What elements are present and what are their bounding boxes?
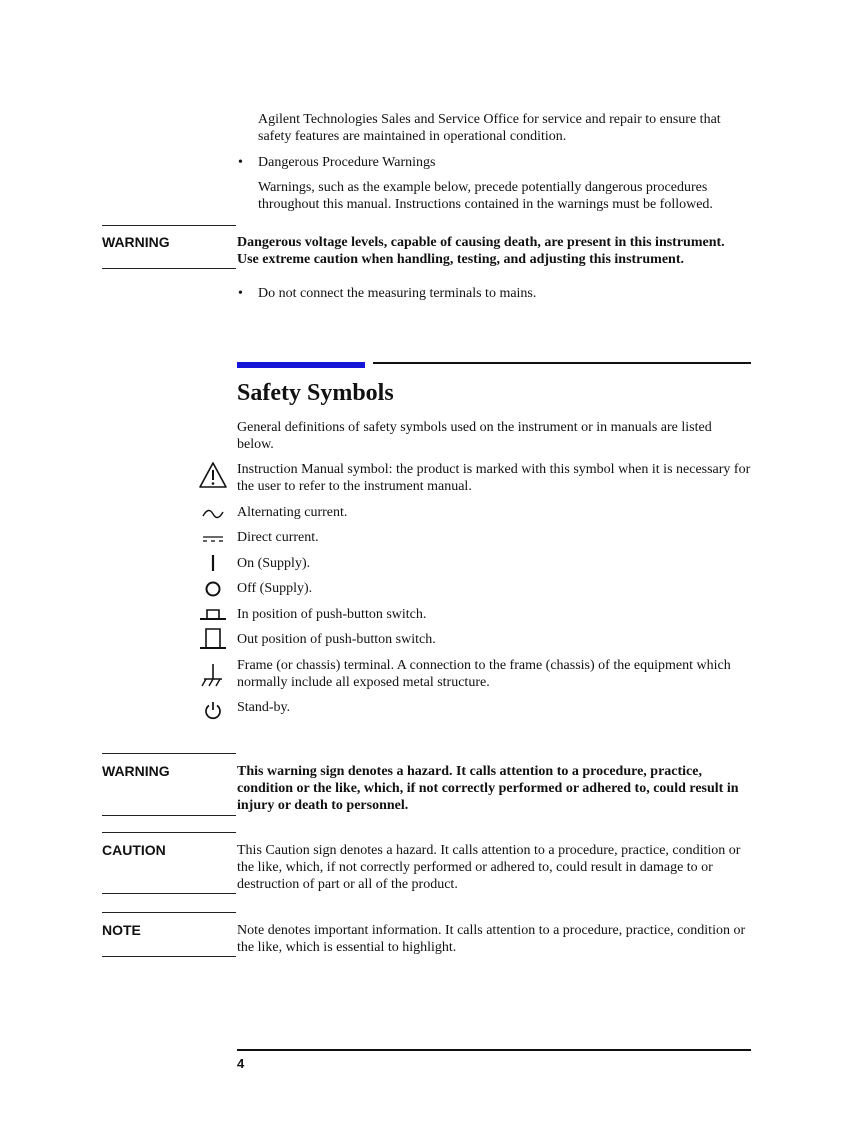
chassis-terminal-icon bbox=[196, 661, 230, 689]
section-rule bbox=[373, 362, 751, 364]
bullet-dot: • bbox=[238, 155, 243, 170]
symbol-text: Direct current. bbox=[237, 530, 319, 545]
warning2-bottom-rule bbox=[102, 815, 236, 816]
warning1-bottom-rule bbox=[102, 268, 236, 269]
warning2-text: This warning sign denotes a hazard. It calls attention to a procedure, practice, condition or the like, which, if not correctly performed or adhered to, could result in injury or death to personnel. bbox=[237, 764, 739, 813]
symbol-text: On (Supply). bbox=[237, 556, 311, 571]
standby-icon bbox=[196, 699, 230, 721]
page-number: 4 bbox=[237, 1056, 245, 1071]
note-text: Note denotes important information. It calls attention to a procedure, practice, condition or the like, which is essential to highlight. bbox=[237, 923, 746, 955]
bullet-dot: • bbox=[238, 286, 243, 301]
bullet1-body: Warnings, such as the example below, precede potentially dangerous procedures throughout this manual. Instructions contained in the warnings must be followed. bbox=[258, 180, 713, 212]
section-intro: General definitions of safety symbols used on the instrument or in manuals are listed below. bbox=[237, 420, 712, 452]
warning1-text: Dangerous voltage levels, capable of causing death, are present in this instrument. Use extreme caution when handling, testing, and adjusting this instrument. bbox=[237, 235, 725, 267]
symbol-text: Stand-by. bbox=[237, 700, 291, 715]
symbol-text: Out position of push-button switch. bbox=[237, 632, 436, 647]
power-off-icon bbox=[196, 579, 230, 599]
caution-top-rule bbox=[102, 832, 236, 833]
warning1-top-rule bbox=[102, 225, 236, 226]
bullet1-title: Dangerous Procedure Warnings bbox=[258, 155, 436, 170]
note-top-rule bbox=[102, 912, 236, 913]
symbol-text: Instruction Manual symbol: the product is marked with this symbol when it is necessary for the user to refer to the instrument manual. bbox=[237, 462, 751, 494]
symbol-text: Alternating current. bbox=[237, 505, 348, 520]
bullet2-text: Do not connect the measuring terminals to mains. bbox=[258, 286, 537, 301]
section-title: Safety Symbols bbox=[237, 380, 394, 406]
note-label: NOTE bbox=[102, 922, 141, 938]
section-accent-bar bbox=[237, 362, 365, 368]
note-bottom-rule bbox=[102, 956, 236, 957]
warning1-label: WARNING bbox=[102, 234, 170, 250]
direct-current-icon bbox=[196, 530, 230, 548]
symbol-text: Off (Supply). bbox=[237, 581, 313, 596]
warning2-label: WARNING bbox=[102, 763, 170, 779]
power-on-icon bbox=[196, 553, 230, 573]
warning2-top-rule bbox=[102, 753, 236, 754]
symbol-text: Frame (or chassis) terminal. A connection to the frame (chassis) of the equipment which normally include all exposed metal structure. bbox=[237, 658, 731, 690]
symbol-text: In position of push-button switch. bbox=[237, 607, 427, 622]
push-button-in-icon bbox=[196, 604, 230, 624]
caution-bottom-rule bbox=[102, 893, 236, 894]
alternating-current-icon bbox=[196, 505, 230, 523]
intro-continuation: Agilent Technologies Sales and Service Office for service and repair to ensure that safety features are maintained in operational condition. bbox=[258, 112, 721, 144]
footer-rule bbox=[237, 1049, 751, 1051]
caution-text: This Caution sign denotes a hazard. It calls attention to a procedure, practice, condition or the like, which, if not correctly performed or adhered to, could result in damage to or destruction of part or all of the product. bbox=[237, 843, 741, 892]
warning-triangle-icon bbox=[196, 459, 230, 491]
caution-label: CAUTION bbox=[102, 842, 166, 858]
push-button-out-icon bbox=[196, 625, 230, 651]
